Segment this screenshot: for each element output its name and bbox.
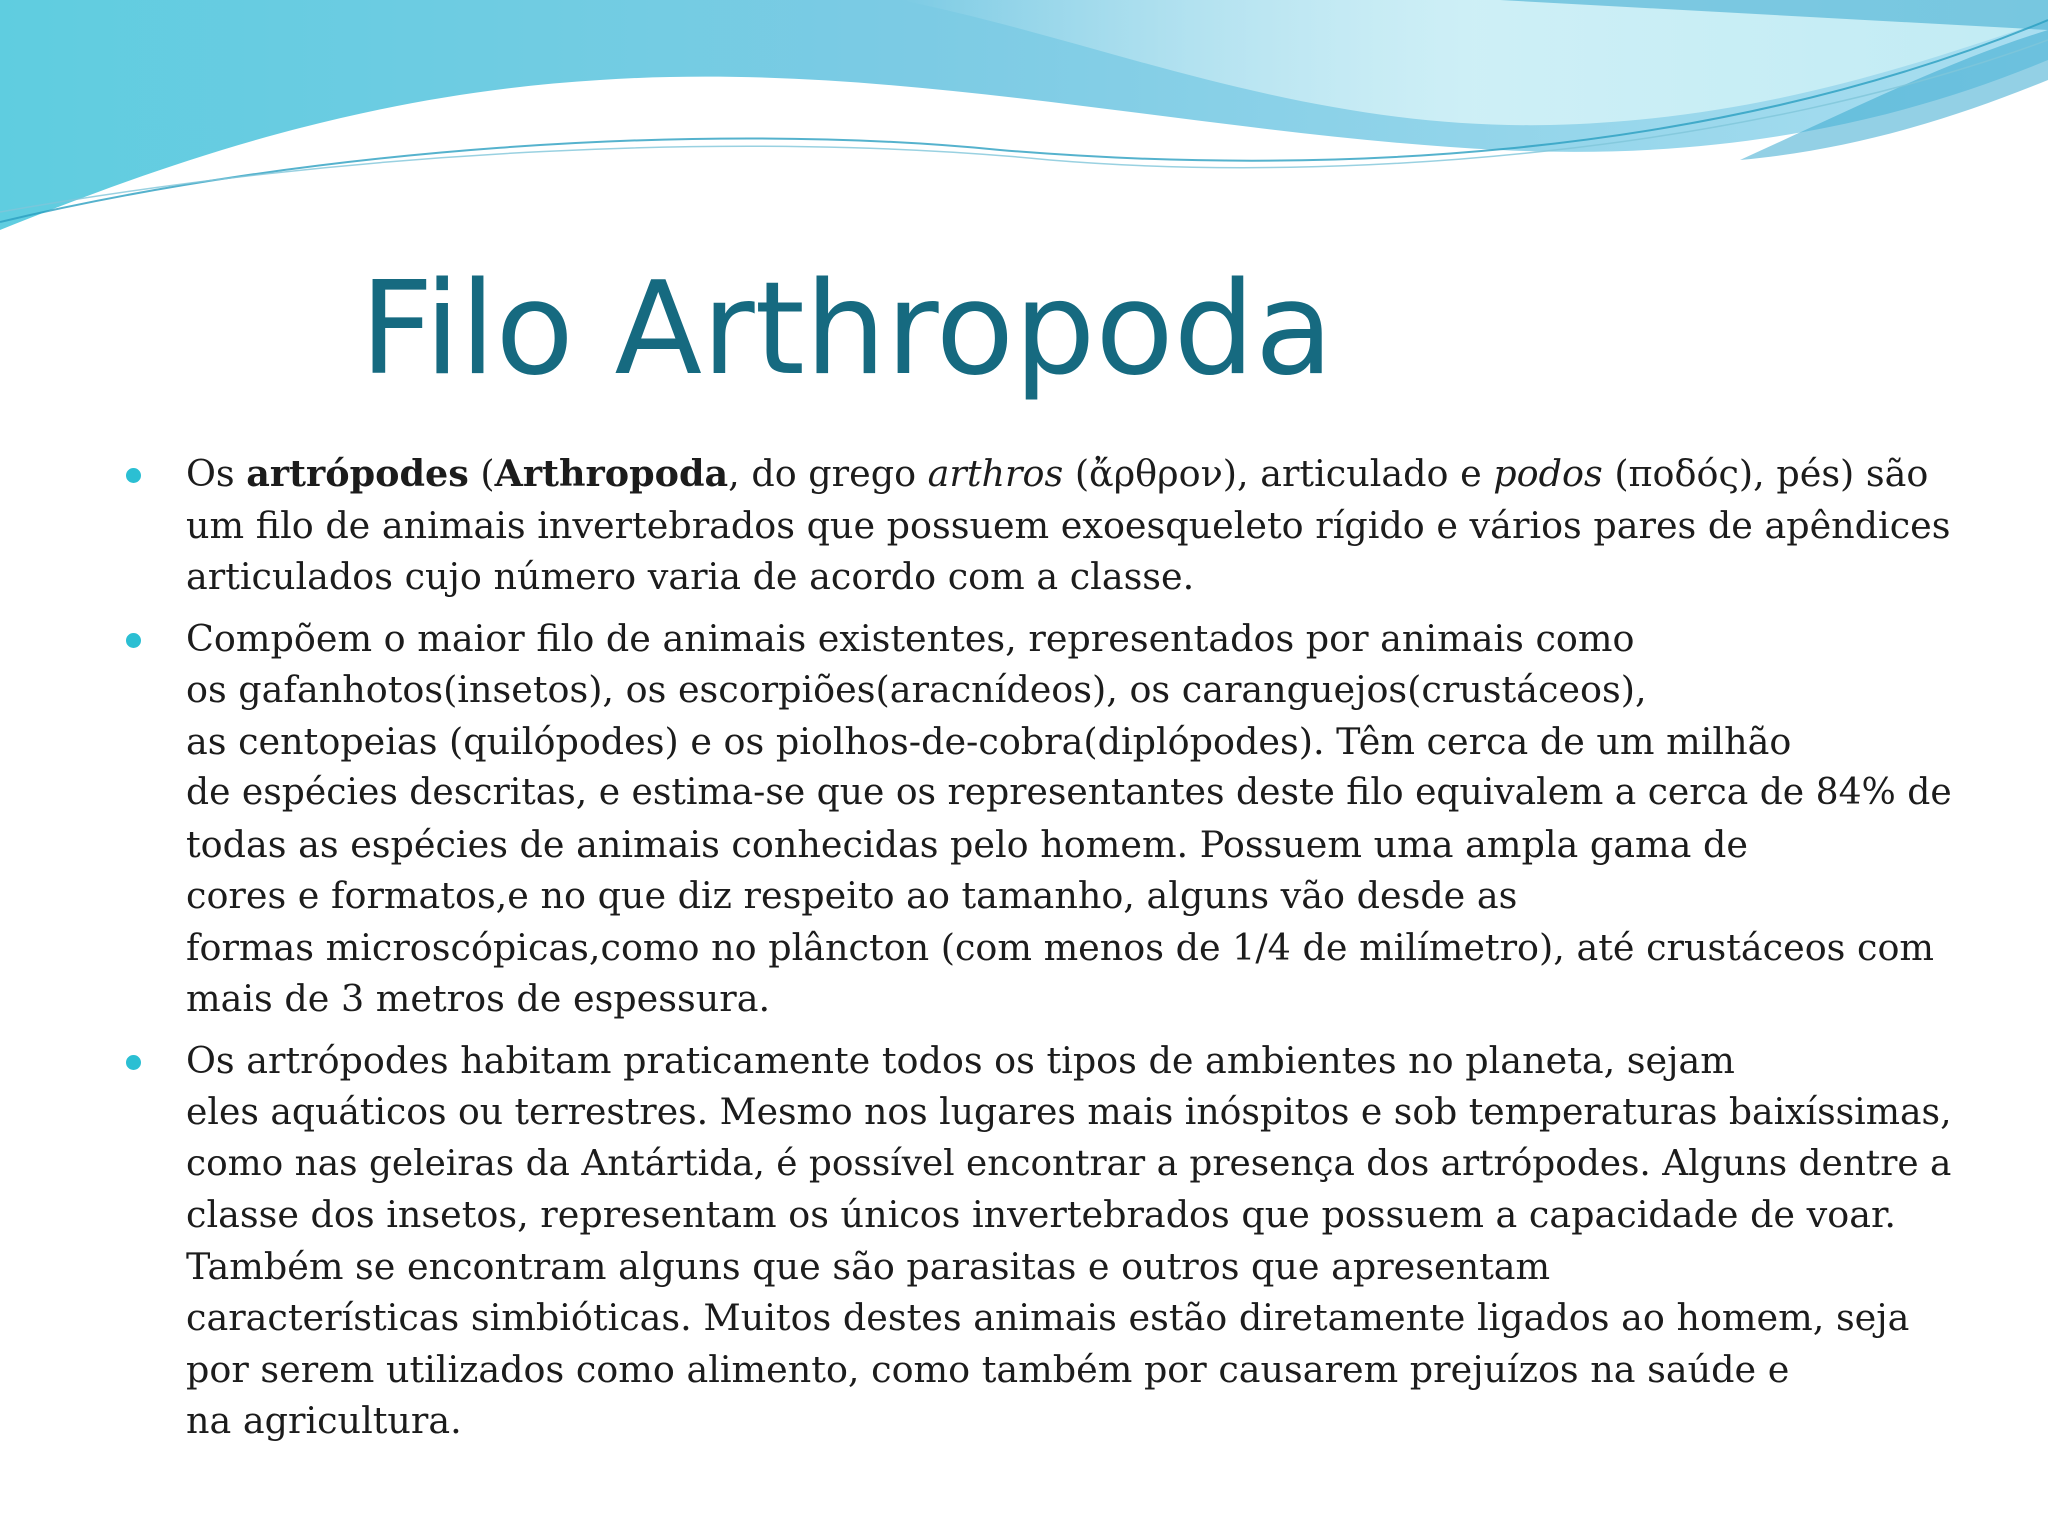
bullet-line: Também se encontram alguns que são parasitas e outros que apresentam (186, 1244, 1551, 1288)
bullet-item (122, 1035, 1952, 1447)
bullet-line: de espécies descritas, e estima-se que os representantes deste filo equivalem a cerca de 84% de (186, 771, 1952, 813)
bullet-line: formas microscópicas,como no plâncton (com menos de 1/4 de milímetro), até crustáceos com (186, 925, 1935, 969)
bullet-dot-icon (126, 468, 141, 483)
italic-term: arthros (927, 452, 1064, 495)
italic-term: podos (1493, 452, 1603, 495)
bullet-line: cores e formatos,e no que diz respeito ao tamanho, alguns vão desde as (186, 874, 1518, 917)
bold-term: Arthropoda (494, 452, 729, 495)
bullet-line: características simbióticas. Muitos destes animais estão diretamente ligados ao homem, seja (186, 1296, 1910, 1339)
bullet-item (122, 613, 1952, 1025)
text-run: ( (468, 452, 495, 495)
header-wave-decoration (0, 0, 2048, 260)
bullet-line: eles aquáticos ou terrestres. Mesmo nos lugares mais inóspitos e sob temperaturas baixíssimas, (186, 1090, 1952, 1133)
bullet-list (122, 448, 1952, 1457)
bullet-line: por serem utilizados como alimento, como também por causarem prejuízos na saúde e (186, 1347, 1790, 1391)
bullet-line: os gafanhotos(insetos), os escorpiões(aracnídeos), os caranguejos(crustáceos), (186, 668, 1647, 711)
bullet-line: articulados cujo número varia de acordo com a classe. (186, 555, 1195, 598)
bullet-line: todas as espécies de animais conhecidas pelo homem. Possuem uma ampla gama de (186, 822, 1748, 866)
bullet-line: mais de 3 metros de espessura. (186, 977, 771, 1020)
bullet-item (122, 448, 1952, 603)
bullet-line (186, 448, 1952, 500)
slide-title: Filo Arthropoda (360, 255, 1334, 404)
text-run: (ἄρθρον), articulado e (1063, 452, 1494, 495)
bullet-line: Os artrópodes habitam praticamente todos os tipos de ambientes no planeta, sejam (186, 1038, 1735, 1082)
text-run: (ποδός), pés) são (1602, 452, 1929, 495)
bullet-line: na agricultura. (186, 1399, 462, 1442)
bullet-line: um filo de animais invertebrados que possuem exoesqueleto rígido e vários pares de apêndices (186, 503, 1951, 547)
bullet-dot-icon (126, 1055, 141, 1070)
bullet-dot-icon (126, 633, 141, 648)
bullet-line: classe dos insetos, representam os únicos invertebrados que possuem a capacidade de voar. (186, 1193, 1897, 1236)
text-run: Os (186, 452, 247, 495)
bullet-line: como nas geleiras da Antártida, é possível encontrar a presença dos artrópodes. Alguns dentre a (186, 1142, 1952, 1184)
bullet-line: Compõem o maior filo de animais existentes, representados por animais como (186, 616, 1635, 660)
text-run: , do grego (728, 452, 928, 495)
bullet-line: as centopeias (quilópodes) e os piolhos-de-cobra(diplópodes). Têm cerca de um milhão (186, 719, 1792, 763)
bold-term: artrópodes (246, 452, 469, 495)
